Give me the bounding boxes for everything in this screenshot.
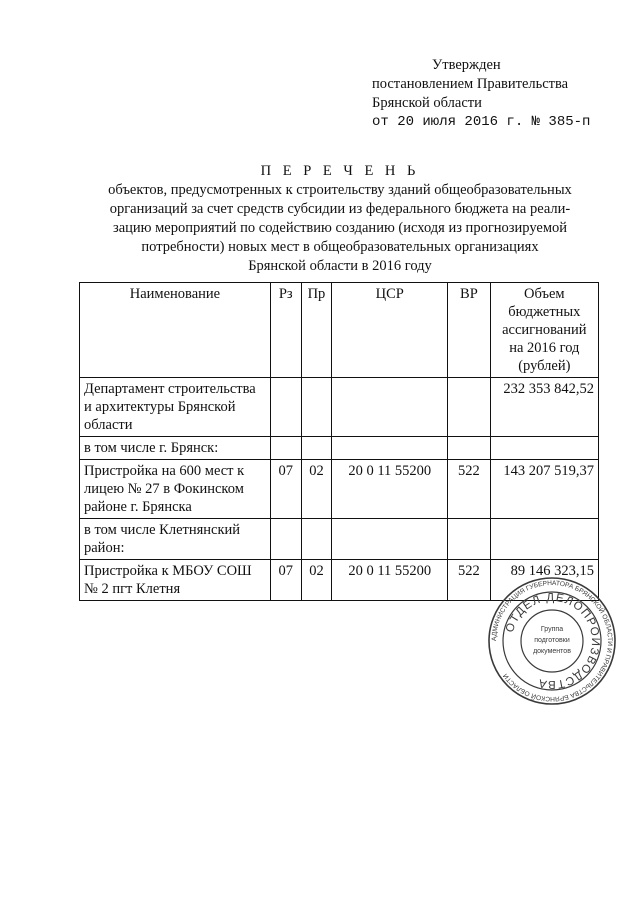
approval-line-region: Брянской области <box>372 95 482 111</box>
office-stamp <box>487 576 617 706</box>
cell-sum <box>490 519 598 560</box>
title-line: потребности) новых мест в общеобразовательных организациях <box>141 239 539 255</box>
table-row <box>80 437 599 460</box>
table-row <box>80 460 599 519</box>
title-line: Брянской области в 2016 году <box>248 258 432 274</box>
title-line: объектов, предусмотренных к строительству зданий общеобразовательных <box>108 182 572 198</box>
approval-title: Утвержден <box>432 57 501 73</box>
cell-rz <box>270 519 301 560</box>
stamp-center-line: документов <box>533 648 571 655</box>
cell-vr <box>448 437 490 460</box>
cell-csr <box>332 437 448 460</box>
cell-name: Департамент строительства и архитектуры Брянской области <box>80 378 271 437</box>
title-line: зацию мероприятий по содействию созданию (исходя из прогнозируемой <box>112 220 568 236</box>
cell-name: в том числе Клетнянский район: <box>80 519 271 560</box>
header-vr: ВР <box>448 283 490 378</box>
cell-sum: 89 146 323,15 <box>490 560 598 601</box>
table-row <box>80 378 599 437</box>
approval-line-resolution: постановлением Правительства <box>372 76 569 92</box>
stamp-center-line: Группа <box>540 626 564 633</box>
cell-vr <box>448 378 490 437</box>
table-row <box>80 519 599 560</box>
header-rz: Рз <box>270 283 301 378</box>
cell-pr <box>301 437 332 460</box>
cell-name: Пристройка к МБОУ СОШ № 2 пгт Клетня <box>80 560 271 601</box>
cell-sum: 232 353 842,52 <box>490 378 598 437</box>
cell-csr: 20 0 11 55200 <box>332 560 448 601</box>
title-line: организаций за счет средств субсидии из федерального бюджета на реали- <box>109 201 571 217</box>
cell-vr <box>448 519 490 560</box>
cell-csr <box>332 378 448 437</box>
cell-vr: 522 <box>448 560 490 601</box>
cell-pr: 02 <box>301 560 332 601</box>
cell-rz: 07 <box>270 460 301 519</box>
header-name: Наименование <box>80 283 271 378</box>
approval-date-number: от 20 июля 2016 г. № 385-п <box>372 114 591 130</box>
header-pr: Пр <box>301 283 332 378</box>
header-csr: ЦСР <box>332 283 448 378</box>
stamp-outer-text: АДМИНИСТРАЦИЯ ГУБЕРНАТОРА БРЯНСКОЙ ОБЛАСТИ И ПРАВИТЕЛЬСТВА БРЯНСКОЙ ОБЛАСТИ <box>490 579 614 703</box>
table-header-row <box>80 283 599 378</box>
cell-rz <box>270 437 301 460</box>
objects-table <box>79 282 599 601</box>
header-sum: Объем бюджетных ассигнований на 2016 год (рублей) <box>490 283 598 378</box>
cell-sum <box>490 437 598 460</box>
document-title <box>80 162 600 276</box>
cell-rz <box>270 378 301 437</box>
cell-name: Пристройка на 600 мест к лицею № 27 в Фокинском районе г. Брянска <box>80 460 271 519</box>
stamp-ring-text: ОТДЕЛ ДЕЛОПРОИЗВОДСТВА <box>503 591 602 691</box>
approval-block <box>372 56 632 132</box>
cell-vr: 522 <box>448 460 490 519</box>
cell-sum: 143 207 519,37 <box>490 460 598 519</box>
title-heading: П Е Р Е Ч Е Н Ь <box>260 163 420 179</box>
cell-pr <box>301 519 332 560</box>
cell-rz: 07 <box>270 560 301 601</box>
stamp-center-line: подготовки <box>534 637 570 644</box>
cell-csr: 20 0 11 55200 <box>332 460 448 519</box>
cell-name: в том числе г. Брянск: <box>80 437 271 460</box>
stamp-seal-icon <box>487 576 617 706</box>
cell-pr <box>301 378 332 437</box>
cell-csr <box>332 519 448 560</box>
cell-pr: 02 <box>301 460 332 519</box>
